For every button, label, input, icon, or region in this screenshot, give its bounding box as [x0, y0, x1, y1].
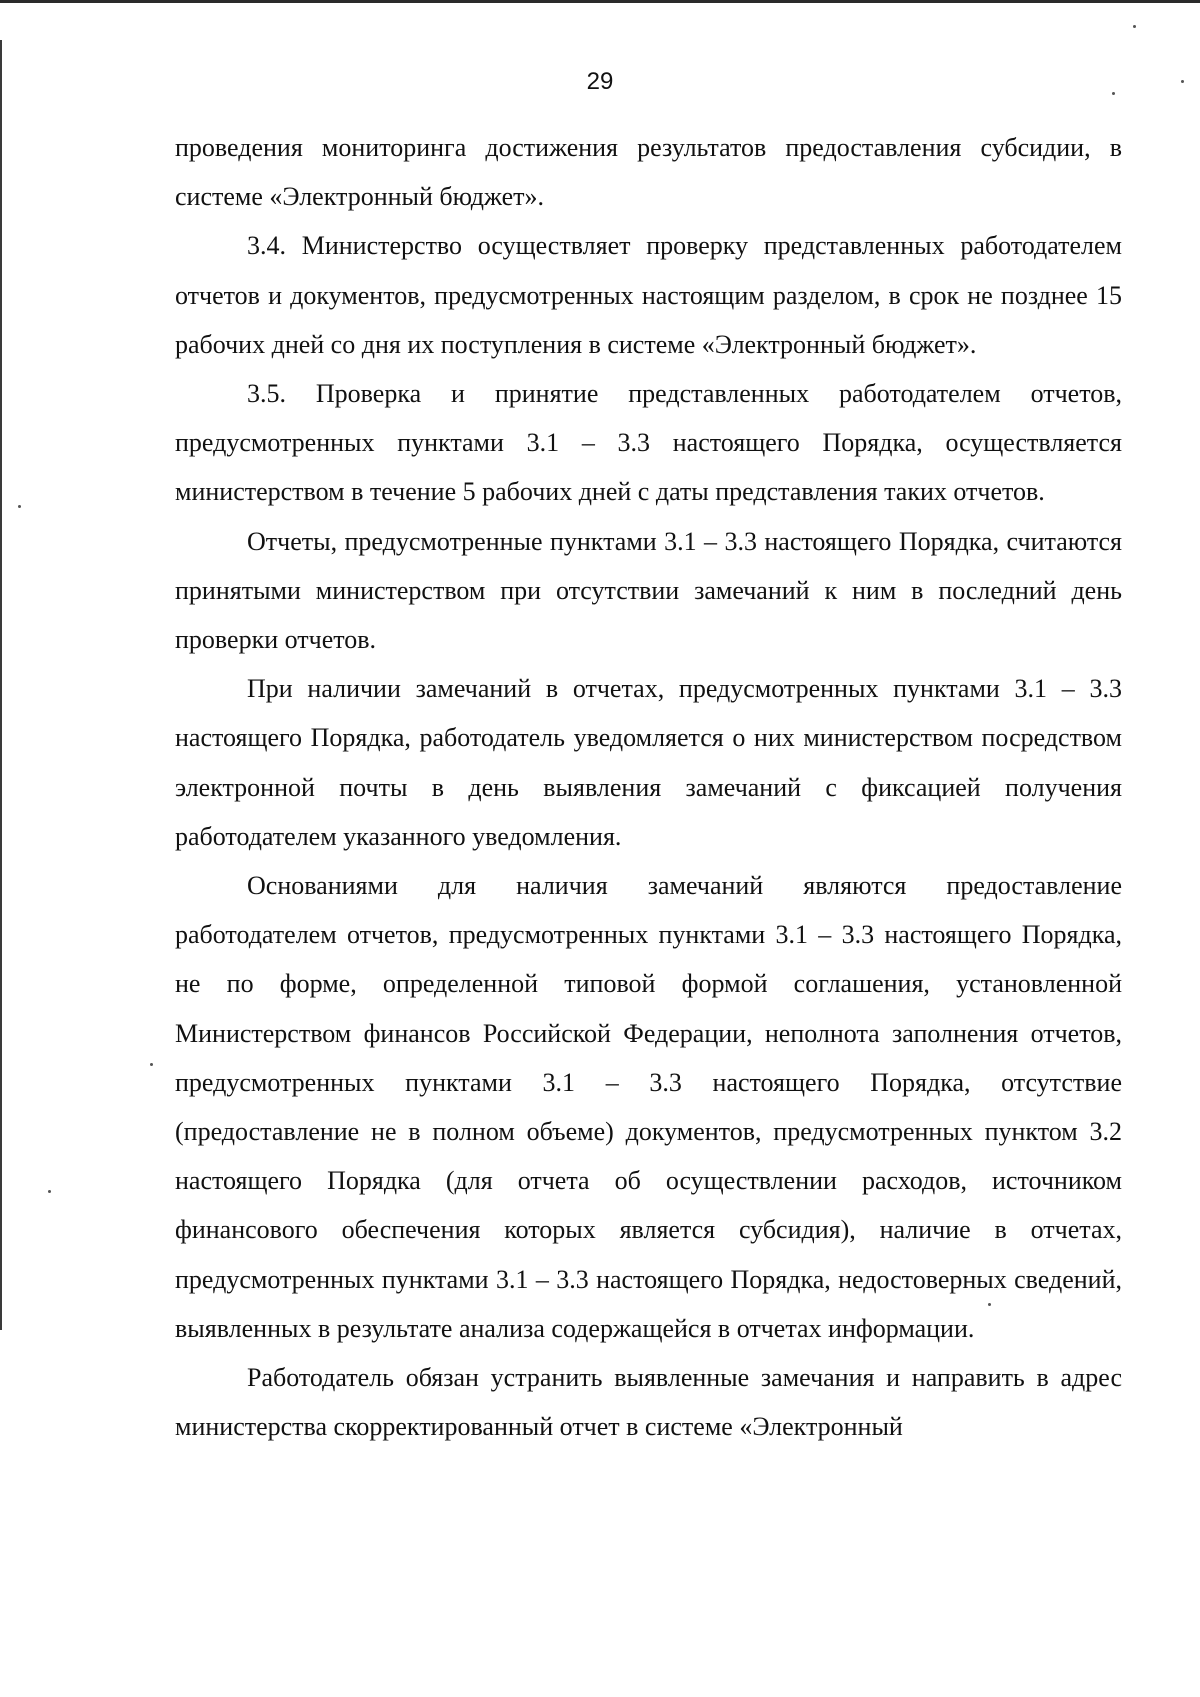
scan-speck [18, 505, 21, 508]
paragraph-3-4: 3.4. Министерство осуществляет проверку представленных работодателем отчетов и документов, предусмотренных настоящим разделом, в срок не позднее 15 рабочих дней со дня их поступления в системе «Электронный бюджет». [175, 231, 1122, 359]
scan-left-edge [0, 40, 2, 1330]
paragraph-employer-obligation: Работодатель обязан устранить выявленные замечания и направить в адрес министерства скорректированный отчет в системе «Электронный [175, 1363, 1122, 1442]
scan-speck [988, 1303, 991, 1306]
page-number: 29 [586, 68, 614, 95]
scan-speck [1112, 92, 1115, 95]
scan-speck [150, 1063, 153, 1066]
scan-speck [48, 1190, 51, 1193]
scan-speck [1133, 25, 1136, 28]
paragraph-reports-accepted: Отчеты, предусмотренные пунктами 3.1 – 3.3 настоящего Порядка, считаются принятыми министерством при отсутствии замечаний к ним в последний день проверки отчетов. [175, 526, 1122, 655]
scan-speck [1181, 80, 1184, 83]
paragraph-remarks-notice: При наличии замечаний в отчетах, предусмотренных пунктами 3.1 – 3.3 настоящего Порядка, работодатель уведомляется о них министерством посредством электронной почты в день выявления замечаний с фиксацией получения работодателем указанного уведомления. [175, 674, 1122, 851]
paragraph-continuation: проведения мониторинга достижения результатов предоставления субсидии, в системе «Электронный бюджет». [175, 133, 1122, 212]
paragraph-remarks-grounds: Основаниями для наличия замечаний являются предоставление работодателем отчетов, предусмотренных пунктами 3.1 – 3.3 настоящего Порядка, не по форме, определенной типовой формой соглашения, установленной Министерством финансов Российской Федерации, неполнота заполнения отчетов, предусмотренных пунктами 3.1 – 3.3 настоящего Порядка, отсутствие (предоставление не в полном объеме) документов, предусмотренных пунктом 3.2 настоящего Порядка (для отчета об осуществлении расходов, источником финансового обеспечения которых является субсидия), наличие в отчетах, предусмотренных пунктами 3.1 – 3.3 настоящего Порядка, недостоверных сведений, выявленных в результате анализа содержащейся в отчетах информации. [175, 871, 1122, 1343]
paragraph-3-5: 3.5. Проверка и принятие представленных работодателем отчетов, предусмотренных пунктами 3.1 – 3.3 настоящего Порядка, осуществляется министерством в течение 5 рабочих дней с даты представления таких отчетов. [175, 379, 1122, 507]
document-body [175, 123, 1122, 1451]
scan-top-edge [0, 0, 1200, 3]
